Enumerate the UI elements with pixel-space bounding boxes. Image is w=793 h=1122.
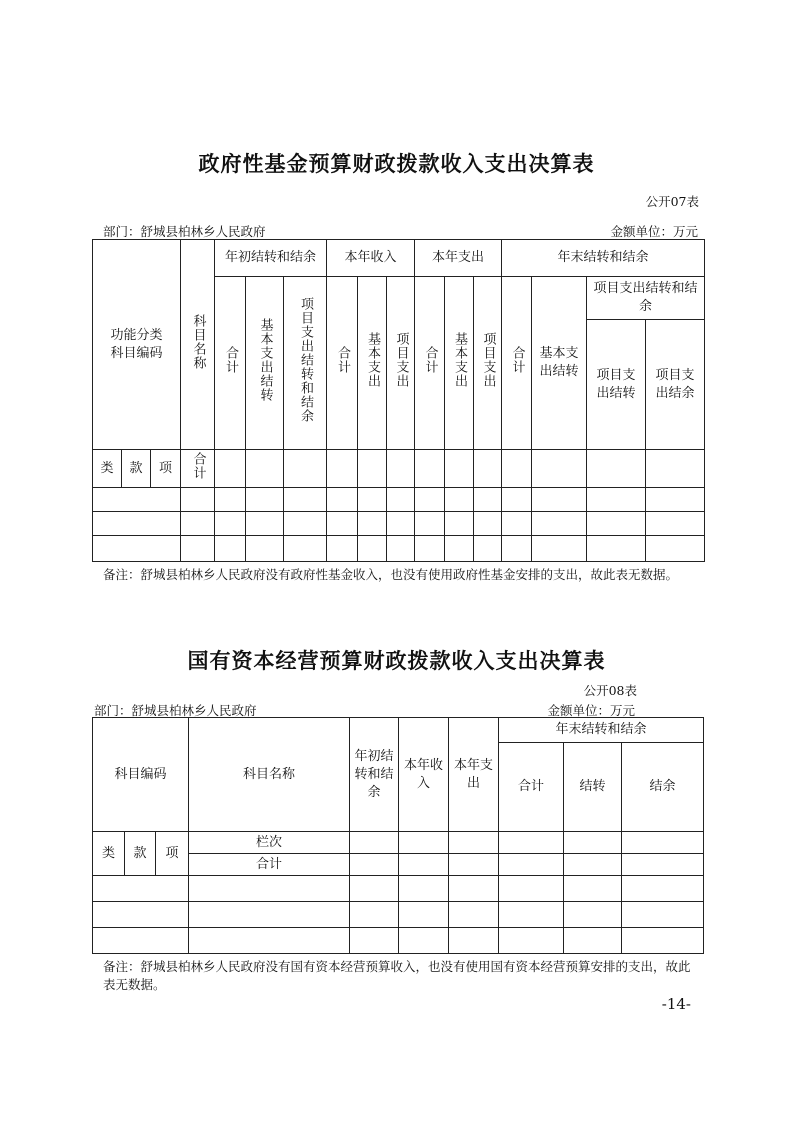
header-end-project-carry: 项目支出结转 <box>587 320 646 450</box>
table1-title: 政府性基金预算财政拨款收入支出决算表 <box>198 152 595 176</box>
header-subject-code: 科目编码 <box>93 718 189 832</box>
header-expense-project: 项目支出 <box>474 277 502 450</box>
table-row <box>93 876 704 902</box>
table2-code: 公开08表 <box>583 683 637 698</box>
header-expense-total: 合计 <box>415 277 445 450</box>
table2-note: 备注：舒城县柏林乡人民政府没有国有资本经营预算收入，也没有使用国有资本经营预算安排的支出，故此表无数据。 <box>103 959 691 992</box>
row-total-label: 合计 <box>181 450 215 488</box>
header-current-expense: 本年支出 <box>449 718 499 832</box>
header-func-code: 功能分类 科目编码 <box>93 240 181 450</box>
table1-department: 部门：舒城县柏林乡人民政府 <box>103 224 266 239</box>
header-end-carry: 结转 <box>564 743 622 832</box>
table2-department: 部门：舒城县柏林乡人民政府 <box>94 703 257 718</box>
table1-note: 备注：舒城县柏林乡人民政府没有政府性基金收入，也没有使用政府性基金安排的支出，故此表无数据。 <box>103 567 679 582</box>
row-index-label: 栏次 <box>189 832 350 854</box>
table-row <box>93 902 704 928</box>
table2-unit: 金额单位：万元 <box>547 703 635 718</box>
header-xiang: 项 <box>156 832 189 876</box>
header-current-income: 本年收入 <box>399 718 449 832</box>
table1-code: 公开07表 <box>645 194 699 209</box>
table-row <box>93 928 704 954</box>
header-income-total: 合计 <box>327 277 358 450</box>
header-end-balance: 年末结转和结余 <box>502 240 705 277</box>
table-row <box>93 488 705 512</box>
row-total-label: 合计 <box>189 854 350 876</box>
header-income-basic: 基本支出 <box>358 277 387 450</box>
header-begin-balance: 年初结转和结余 <box>350 718 399 832</box>
header-end-total: 合计 <box>499 743 564 832</box>
header-end-project-surplus: 项目支出结余 <box>646 320 705 450</box>
table1-grid <box>92 239 705 562</box>
table-row <box>93 536 705 562</box>
header-begin-balance: 年初结转和结余 <box>215 240 327 277</box>
header-end-basic-carry: 基本支出结转 <box>532 277 587 450</box>
page-number: -14- <box>661 995 691 1013</box>
table2-grid <box>92 717 704 954</box>
header-kuan: 款 <box>125 832 156 876</box>
header-lei: 类 <box>93 450 122 488</box>
table2-title: 国有资本经营预算财政拨款收入支出决算表 <box>187 649 606 673</box>
header-begin-project: 项目支出结转和结余 <box>284 277 327 450</box>
header-subject-name: 科目名称 <box>189 718 350 832</box>
header-lei: 类 <box>93 832 125 876</box>
table-row <box>93 512 705 536</box>
header-xiang: 项 <box>151 450 181 488</box>
header-end-project: 项目支出结转和结余 <box>587 277 705 320</box>
header-begin-total: 合计 <box>215 277 246 450</box>
header-current-expense: 本年支出 <box>415 240 502 277</box>
header-end-balance: 年末结转和结余 <box>499 718 704 743</box>
header-begin-basic-carry: 基本支出结转 <box>246 277 284 450</box>
header-end-surplus: 结余 <box>622 743 704 832</box>
header-subject-name: 科目名称 <box>181 240 215 450</box>
header-expense-basic: 基本支出 <box>445 277 474 450</box>
header-income-project: 项目支出 <box>387 277 415 450</box>
header-kuan: 款 <box>122 450 151 488</box>
header-end-total: 合计 <box>502 277 532 450</box>
table1-unit: 金额单位：万元 <box>610 224 698 239</box>
header-current-income: 本年收入 <box>327 240 415 277</box>
